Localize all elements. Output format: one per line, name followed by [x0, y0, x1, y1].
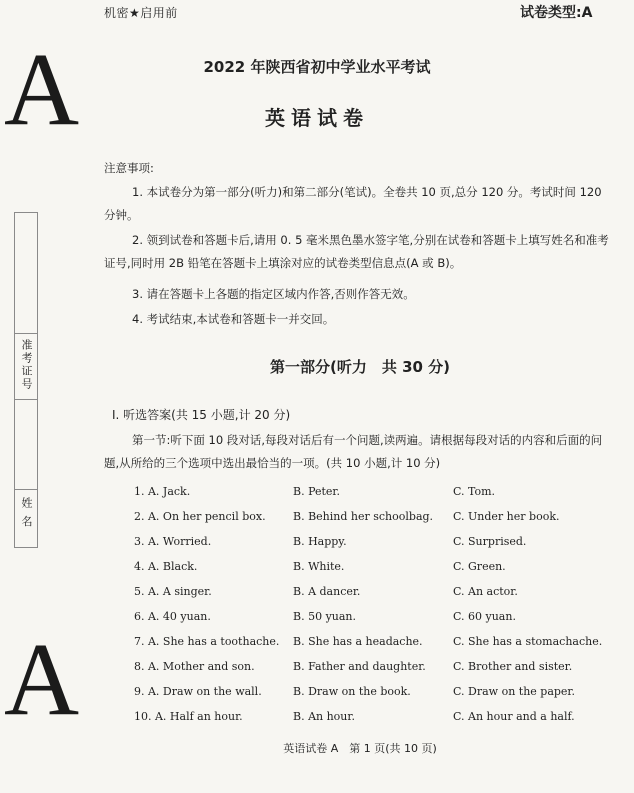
notice-item: 4. 考试结束,本试卷和答题卡一并交回。	[132, 312, 335, 326]
question-3-option-b: B. Happy.	[293, 535, 347, 548]
question-5-option-c: C. An actor.	[453, 585, 518, 598]
question-7-option-a: 7. A. She has a toothache.	[134, 635, 280, 648]
notice-item: 2. 领到试卷和答题卡后,请用 0. 5 毫米黑色墨水签字笔,分别在试卷和答题卡上填写姓名和准考证号,同时用 2B 铅笔在答题卡上填涂对应的试卷类型信息点(A 或 B)。	[104, 233, 609, 270]
question-5-option-a: 5. A. A singer.	[134, 585, 212, 598]
strip-divider	[15, 489, 37, 490]
candidate-info-strip	[14, 212, 38, 548]
question-4-option-a: 4. A. Black.	[134, 560, 198, 573]
question-3-option-c: C. Surprised.	[453, 535, 527, 548]
section-instruction: 第一节:听下面 10 段对话,每段对话后有一个问题,读两遍。请根据每段对话的内容和后面的问题,从所给的三个选项中选出最恰当的一项。(共 10 小题,计 10 分)	[104, 433, 603, 470]
question-7-option-c: C. She has a stomachache.	[453, 635, 603, 648]
notice-item: 3. 请在答题卡上各题的指定区域内作答,否则作答无效。	[132, 287, 415, 301]
paper-title: 英语试卷	[265, 106, 369, 130]
question-2-option-a: 2. A. On her pencil box.	[134, 510, 266, 523]
question-5-option-b: B. A dancer.	[293, 585, 361, 598]
notice-heading: 注意事项:	[104, 161, 154, 175]
question-6-option-c: C. 60 yuan.	[453, 610, 516, 623]
question-6-option-a: 6. A. 40 yuan.	[134, 610, 211, 623]
question-6-option-b: B. 50 yuan.	[293, 610, 357, 623]
question-8-option-c: C. Brother and sister.	[453, 660, 573, 673]
confidential-label: 机密★启用前	[104, 6, 178, 20]
question-2-option-c: C. Under her book.	[453, 510, 560, 523]
page-footer: 英语试卷 A 第 1 页(共 10 页)	[283, 742, 437, 755]
name-label: 姓 名	[20, 497, 33, 529]
question-4-option-b: B. White.	[293, 560, 345, 573]
question-1-option-b: B. Peter.	[293, 485, 340, 498]
section-title: Ⅰ. 听选答案(共 15 小题,计 20 分)	[112, 408, 291, 422]
paper-type-letter-top: A	[4, 32, 80, 147]
question-1-option-a: 1. A. Jack.	[134, 485, 191, 498]
paper-type-label: 试卷类型:A	[520, 5, 593, 21]
paper-type-letter-bottom: A	[4, 622, 80, 737]
exam-number-label: 准考证号	[20, 339, 33, 391]
question-9-option-c: C. Draw on the paper.	[453, 685, 575, 698]
question-9-option-b: B. Draw on the book.	[293, 685, 411, 698]
question-8-option-b: B. Father and daughter.	[293, 660, 426, 673]
question-7-option-b: B. She has a headache.	[293, 635, 423, 648]
question-2-option-b: B. Behind her schoolbag.	[293, 510, 434, 523]
question-1-option-c: C. Tom.	[453, 485, 496, 498]
exam-title: 2022 年陕西省初中学业水平考试	[203, 58, 431, 76]
question-10-option-a: 10. A. Half an hour.	[134, 710, 243, 723]
strip-divider	[15, 399, 37, 400]
part-one-title: 第一部分(听力 共 30 分)	[269, 358, 451, 376]
question-10-option-b: B. An hour.	[293, 710, 355, 723]
question-3-option-a: 3. A. Worried.	[134, 535, 212, 548]
question-8-option-a: 8. A. Mother and son.	[134, 660, 255, 673]
question-4-option-c: C. Green.	[453, 560, 506, 573]
notice-item: 1. 本试卷分为第一部分(听力)和第二部分(笔试)。全卷共 10 页,总分 120 分。考试时间 120 分钟。	[104, 185, 602, 222]
question-10-option-c: C. An hour and a half.	[453, 710, 575, 723]
question-9-option-a: 9. A. Draw on the wall.	[134, 685, 262, 698]
strip-divider	[15, 333, 37, 334]
